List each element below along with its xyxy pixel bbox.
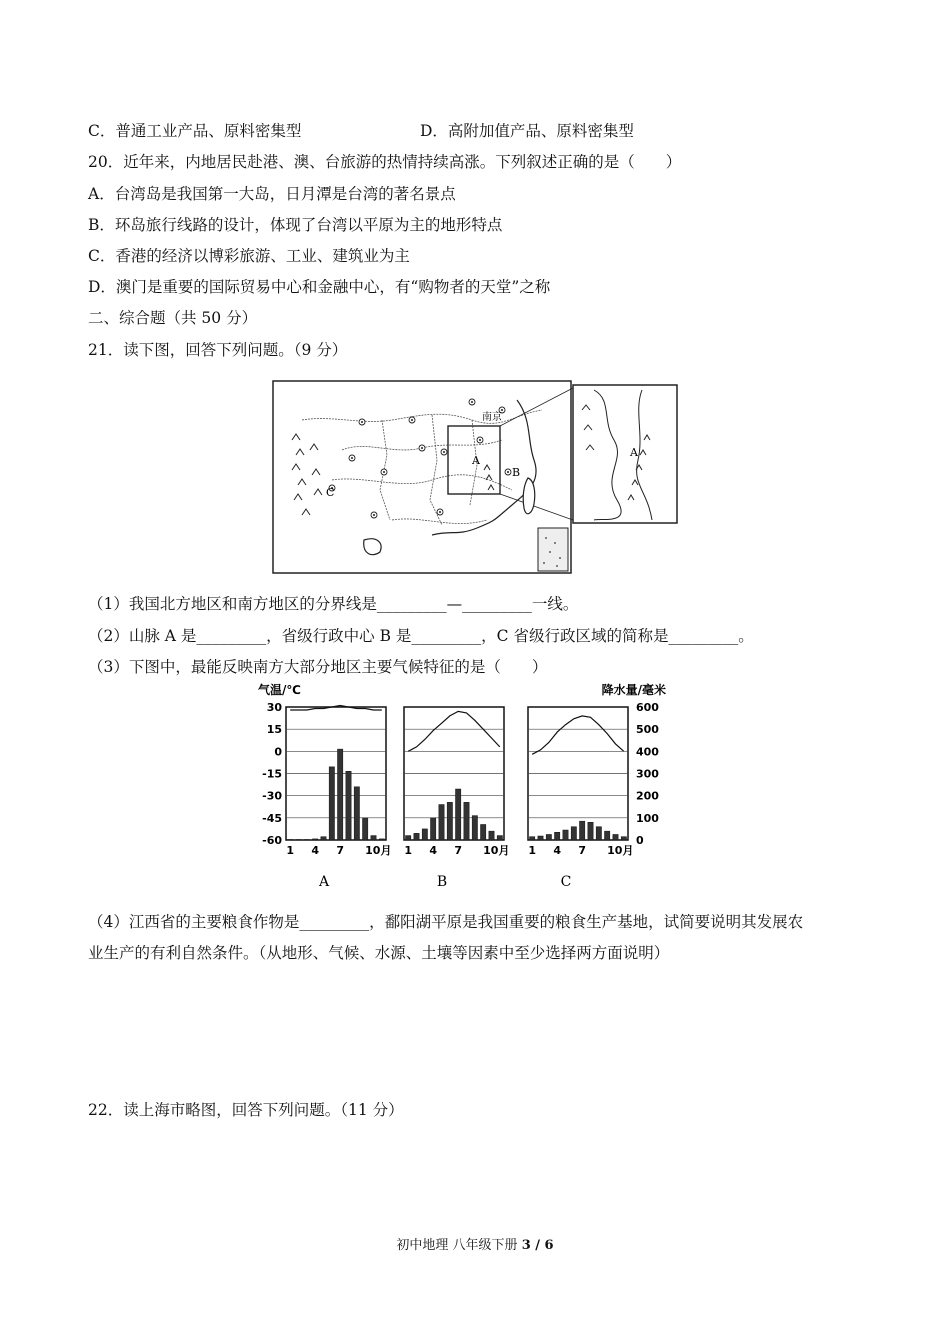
- precip-tick-label: 0: [636, 834, 644, 847]
- q21-sub2: （2）山脉 A 是_________，省级行政中心 B 是_________，C 省级行政区域的简称是_________。: [88, 627, 754, 645]
- temp-tick-label: 30: [266, 701, 282, 714]
- page-number: 3 / 6: [521, 1238, 554, 1253]
- q19-option-d: D．高附加值产品、原料密集型: [420, 122, 634, 140]
- chart-panel-label: C: [560, 874, 572, 890]
- x-tick-label: 10月: [483, 844, 510, 857]
- precip-bar: [304, 840, 309, 841]
- precip-bar: [379, 839, 384, 840]
- precip-bar: [456, 789, 461, 840]
- precip-bar: [288, 840, 293, 841]
- precip-bar: [354, 787, 359, 840]
- x-tick-label: 10月: [365, 844, 392, 857]
- climate-charts: [256, 680, 676, 890]
- precip-bar: [530, 837, 535, 840]
- hainan-island: [364, 539, 381, 555]
- q20-stem: 20．近年来，内地居民赴港、澳、台旅游的热情持续高涨。下列叙述正确的是（ ）: [88, 153, 682, 171]
- x-tick-label: 7: [578, 844, 586, 857]
- precip-bar: [555, 832, 560, 840]
- china-south-map: [272, 380, 680, 575]
- precip-bar: [439, 805, 444, 840]
- q20-option-a: A．台湾岛是我国第一大岛，日月潭是台湾的著名景点: [88, 185, 456, 203]
- precip-tick-label: 200: [636, 789, 659, 803]
- precip-bar: [447, 802, 452, 840]
- x-tick-label: 1: [286, 844, 294, 857]
- q21-sub4-line2: 业生产的有利自然条件。（从地形、气候、水源、土壤等因素中至少选择两方面说明）: [88, 944, 670, 962]
- precip-bar: [371, 836, 376, 840]
- q22-stem: 22．读上海市略图，回答下列问题。（11 分）: [88, 1101, 404, 1119]
- precip-axis-title: 降水量/毫米: [601, 683, 666, 697]
- x-tick-label: 10月: [607, 844, 634, 857]
- precip-bar: [338, 749, 343, 840]
- precip-bar: [546, 834, 551, 840]
- footer-text: 初中地理 八年级下册: [396, 1238, 522, 1253]
- q20-option-b: B．环岛旅行线路的设计，体现了台湾以平原为主的地形特点: [88, 216, 503, 234]
- precip-bar: [563, 830, 568, 840]
- map-label-nanjing: 南京: [482, 412, 502, 423]
- taiwan-island: [523, 478, 535, 514]
- precip-bar: [313, 839, 318, 840]
- precip-bar: [596, 827, 601, 840]
- x-tick-label: 4: [311, 844, 319, 857]
- precip-bar: [538, 836, 543, 840]
- map-label-a: A: [472, 454, 480, 467]
- precip-bar: [497, 836, 502, 840]
- inset-map-frame: [573, 385, 677, 523]
- temp-tick-label: -60: [262, 834, 282, 847]
- precip-bar: [621, 837, 626, 840]
- precip-bar: [464, 802, 469, 840]
- precip-bar: [571, 827, 576, 840]
- x-tick-label: 7: [454, 844, 462, 857]
- precip-bar: [481, 824, 486, 840]
- precip-bar: [472, 816, 477, 840]
- precip-bar: [321, 837, 326, 840]
- inset-label-a: A: [630, 446, 638, 459]
- section-title: 二、综合题（共 50 分）: [88, 309, 258, 327]
- precip-bar: [346, 771, 351, 840]
- temp-tick-label: 0: [274, 745, 282, 759]
- q21-sub4-line1: （4）江西省的主要粮食作物是_________，鄱阳湖平原是我国重要的粮食生产基地，试简要说明其发展农: [88, 913, 804, 931]
- temp-tick-label: -30: [262, 789, 282, 803]
- precip-bar: [588, 822, 593, 840]
- precip-tick-label: 300: [636, 767, 659, 781]
- precip-tick-label: 400: [636, 745, 659, 759]
- precip-bar: [580, 821, 585, 840]
- x-tick-label: 4: [553, 844, 561, 857]
- precip-bar: [414, 833, 419, 840]
- q21-stem: 21．读下图，回答下列问题。（9 分）: [88, 341, 348, 359]
- chart-panel-label: A: [318, 874, 330, 890]
- map-label-b: B: [512, 466, 521, 479]
- temp-tick-label: -15: [262, 767, 282, 781]
- map-label-c: C: [326, 486, 335, 499]
- south-sea-inset: [538, 528, 568, 571]
- q19-option-c: C．普通工业产品、原料密集型: [88, 122, 302, 140]
- q20-option-c: C．香港的经济以博彩旅游、工业、建筑业为主: [88, 247, 410, 265]
- main-map-frame: [273, 381, 571, 573]
- page-footer: [0, 1234, 950, 1253]
- temp-tick-label: -45: [262, 811, 282, 825]
- chart-panel-label: B: [436, 874, 448, 890]
- precip-bar: [489, 831, 494, 840]
- precip-tick-label: 100: [636, 811, 659, 825]
- precip-bar: [613, 834, 618, 840]
- precip-bar: [431, 818, 436, 840]
- q21-sub1: （1）我国北方地区和南方地区的分界线是_________—_________一线。: [88, 595, 579, 613]
- precip-bar: [329, 767, 334, 840]
- precip-bar: [406, 836, 411, 840]
- precip-bar: [363, 818, 368, 840]
- q20-option-d: D．澳门是重要的国际贸易中心和金融中心，有“购物者的天堂”之称: [88, 278, 551, 296]
- temp-axis-title: 气温/℃: [258, 683, 301, 697]
- precip-tick-label: 600: [636, 701, 659, 714]
- x-tick-label: 1: [404, 844, 412, 857]
- q21-sub3: （3）下图中，最能反映南方大部分地区主要气候特征的是（ ）: [88, 658, 548, 676]
- x-tick-label: 7: [336, 844, 344, 857]
- x-tick-label: 1: [528, 844, 536, 857]
- precip-tick-label: 500: [636, 723, 659, 737]
- precip-bar: [296, 840, 301, 841]
- precip-bar: [605, 831, 610, 840]
- precip-bar: [422, 829, 427, 840]
- x-tick-label: 4: [429, 844, 437, 857]
- temp-tick-label: 15: [266, 723, 282, 737]
